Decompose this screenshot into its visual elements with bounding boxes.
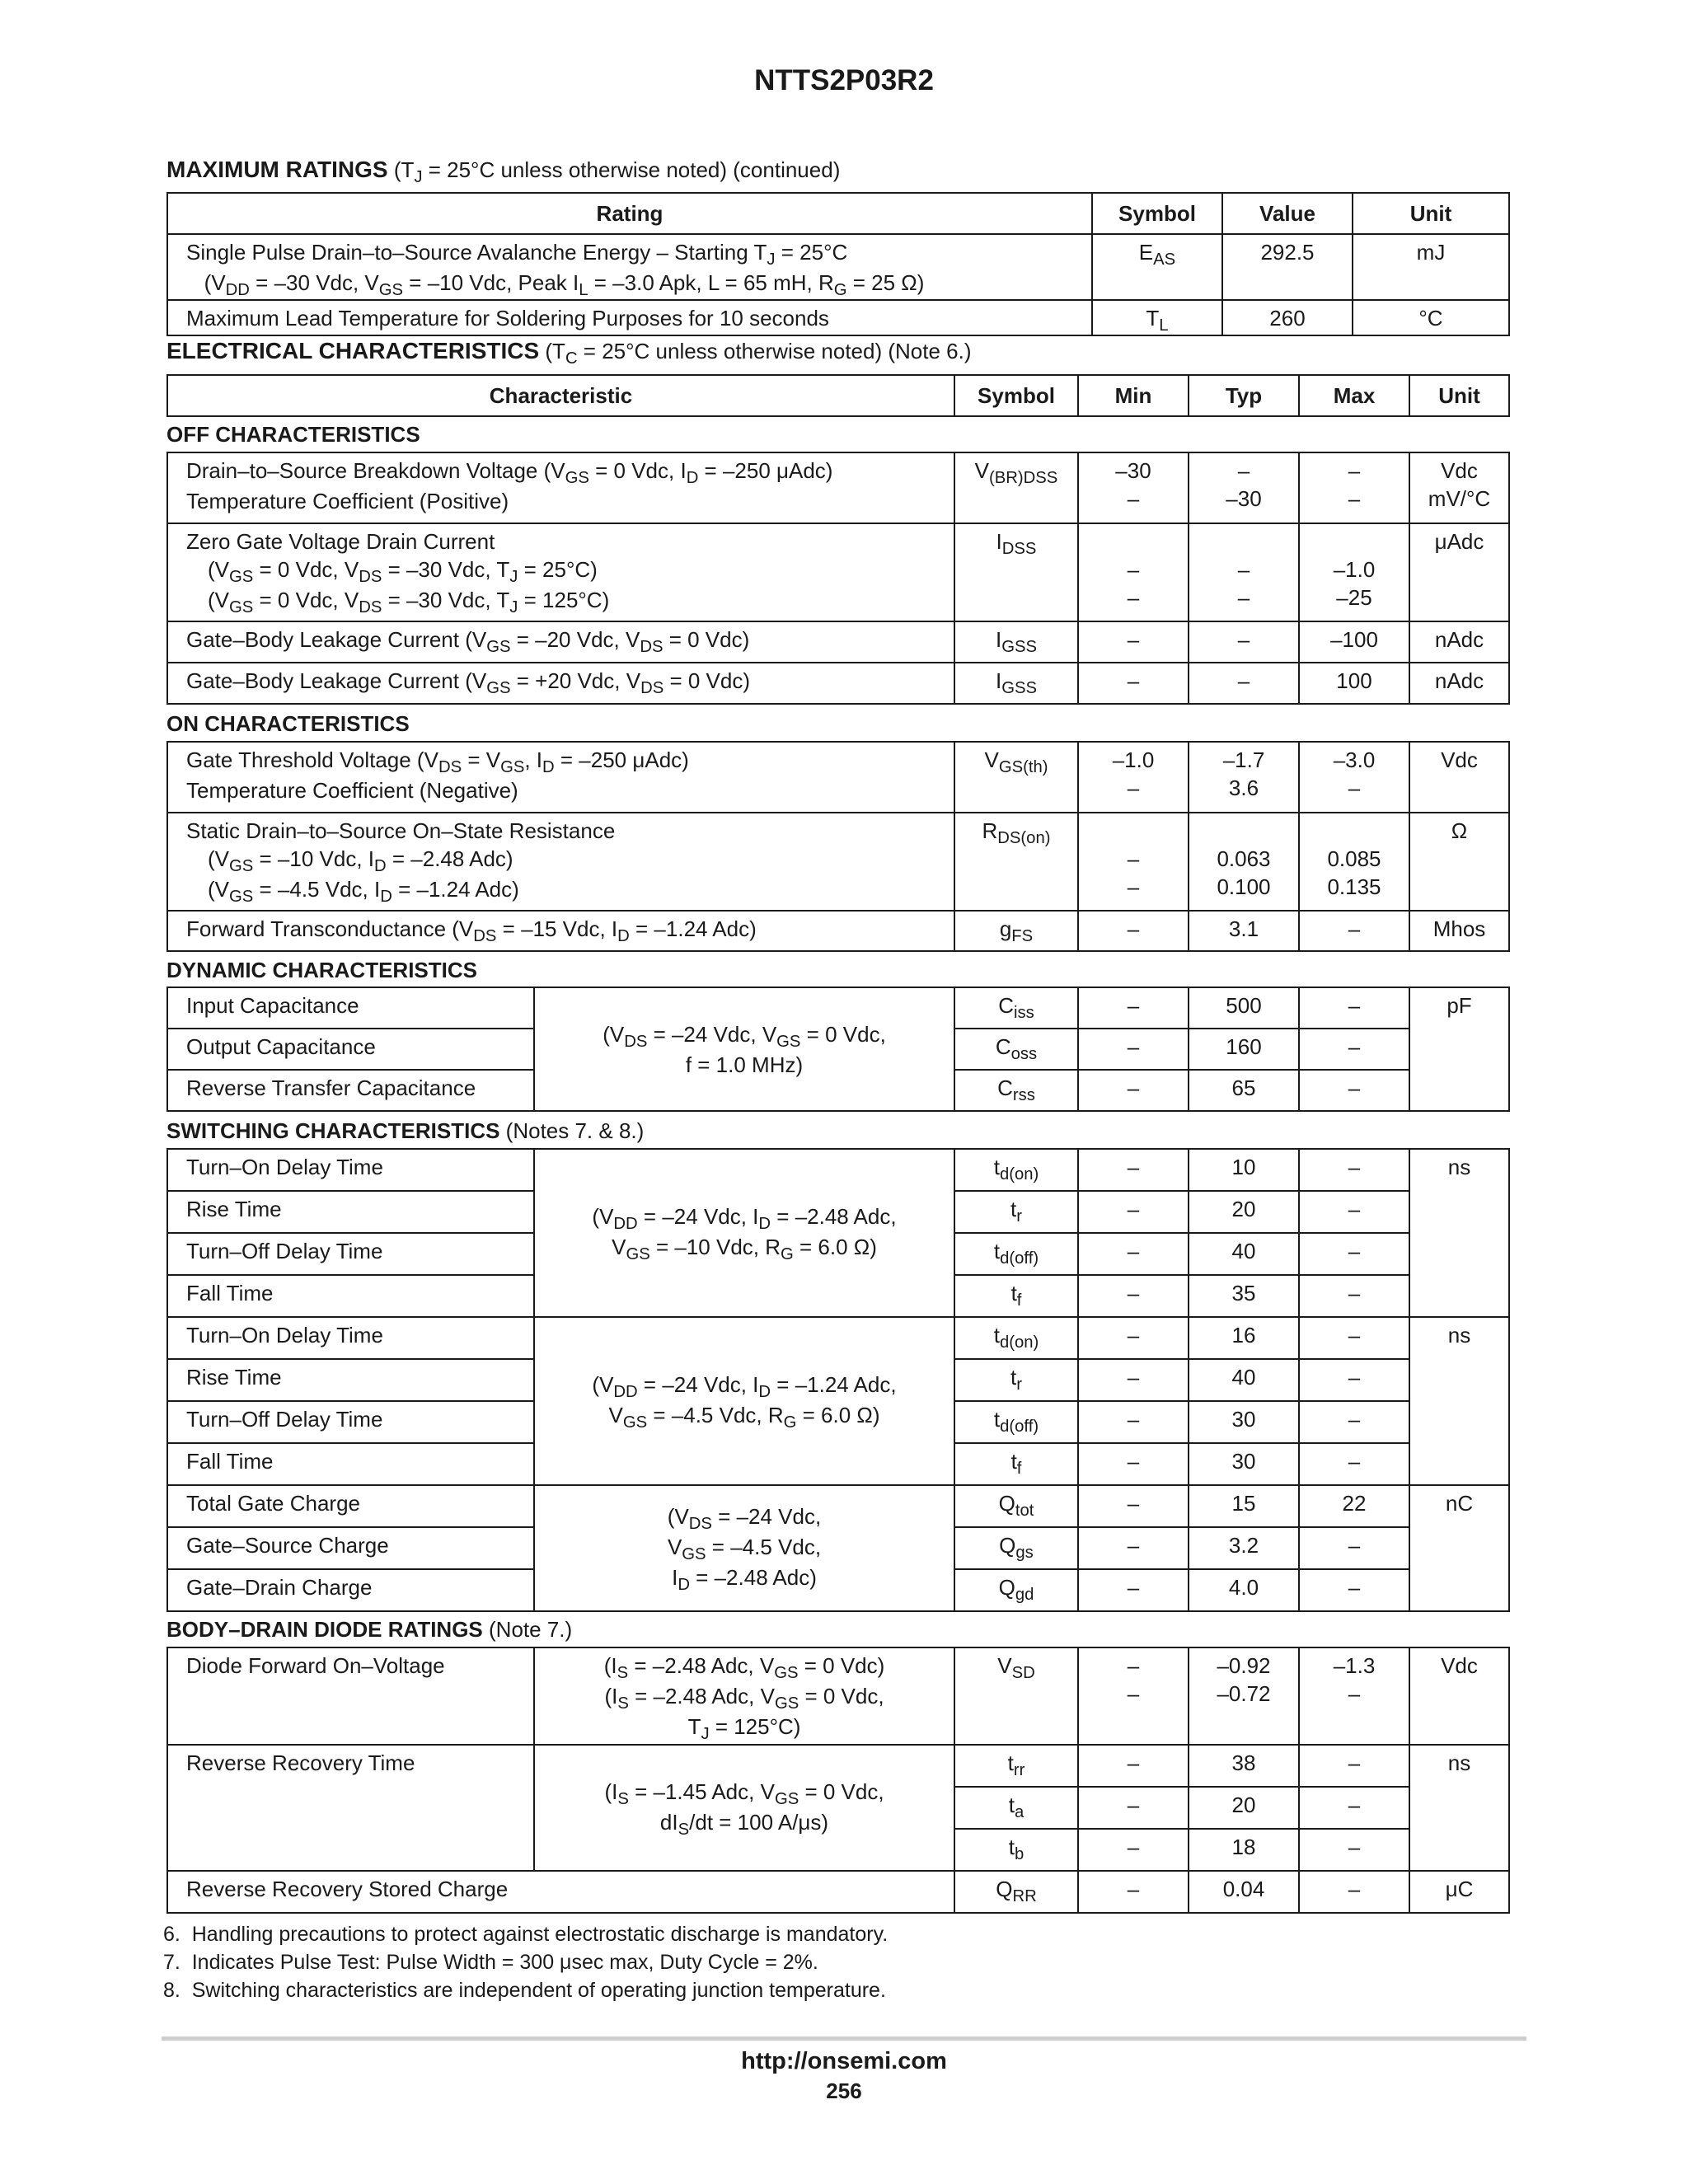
- typ-cell: 10: [1189, 1149, 1299, 1191]
- min-cell: –: [1078, 1233, 1189, 1275]
- max-cell: 100: [1299, 663, 1409, 704]
- char-cell: Rise Time: [167, 1191, 534, 1233]
- max-cell: –: [1299, 1191, 1409, 1233]
- max-cell: –: [1299, 1149, 1409, 1191]
- table-row: [167, 234, 1509, 300]
- unit-cell: Vdc: [1409, 1647, 1509, 1745]
- footnote: 7. Indicates Pulse Test: Pulse Width = 300 μsec max, Duty Cycle = 2%.: [163, 1951, 818, 1974]
- unit-cell: nAdc: [1409, 621, 1509, 663]
- max-cell: –1.0 –25: [1299, 523, 1409, 621]
- max-cell: 22: [1299, 1485, 1409, 1527]
- table-row: [167, 1871, 1509, 1913]
- typ-cell: 65: [1189, 1070, 1299, 1111]
- switching-characteristics-title: SWITCHING CHARACTERISTICS (Notes 7. & 8.): [166, 1118, 645, 1143]
- max-cell: –: [1299, 1070, 1409, 1111]
- unit-cell: °C: [1353, 300, 1509, 335]
- typ-cell: 15: [1189, 1485, 1299, 1527]
- symbol-cell: $I_{DSS}$: [954, 523, 1078, 621]
- col-header: Min: [1078, 375, 1189, 416]
- typ-cell: 35: [1189, 1275, 1299, 1317]
- min-cell: –: [1078, 663, 1189, 704]
- symbol-cell: $Q_{gs}$: [954, 1527, 1078, 1569]
- on-table: [166, 741, 1510, 952]
- min-cell: –: [1078, 1569, 1189, 1611]
- col-header: Value: [1222, 193, 1353, 234]
- char-cell: Gate–Body Leakage Current ($V_{GS} = -20$ Vdc, $V_{DS} = 0$ Vdc): [167, 621, 954, 663]
- typ-cell: – –30: [1189, 452, 1299, 523]
- footer-divider: [162, 2036, 1526, 2041]
- char-cell: Reverse Recovery Time: [167, 1745, 534, 1871]
- footnotes: [163, 1920, 888, 2004]
- char-cell: Input Capacitance: [167, 987, 534, 1029]
- typ-cell: 40: [1189, 1359, 1299, 1401]
- typ-cell: 30: [1189, 1443, 1299, 1485]
- char-cell: Total Gate Charge: [167, 1485, 534, 1527]
- table-row: [167, 987, 1509, 1029]
- char-cell: Gate Threshold Voltage ($V_{DS} = V_{GS}$, $I_D = -250$ μAdc) Temperature Coefficient (Negative): [167, 742, 954, 813]
- value-cell: 260: [1222, 300, 1353, 335]
- min-cell: –: [1078, 1485, 1189, 1527]
- char-cell: Static Drain–to–Source On–State Resistance ($V_{GS} = -10$ Vdc, $I_D = -2.48$ Adc) ($V_{GS} = -4.5$ Vdc, $I_D = -1.24$ Adc): [167, 813, 954, 911]
- dynamic-table: [166, 987, 1510, 1112]
- char-cell: Gate–Source Charge: [167, 1527, 534, 1569]
- table-row: [167, 452, 1509, 523]
- symbol-cell: $I_{GSS}$: [954, 663, 1078, 704]
- col-header: Symbol: [954, 375, 1078, 416]
- max-cell: –: [1299, 1871, 1409, 1913]
- min-cell: –: [1078, 911, 1189, 951]
- condition-cell: ($V_{DD} = -24$ Vdc, $I_D = -2.48$ Adc, $V_{GS} = -10$ Vdc, $R_G = 6.0$ Ω): [534, 1149, 954, 1317]
- col-header: Characteristic: [167, 375, 954, 416]
- min-cell: –: [1078, 621, 1189, 663]
- typ-cell: 160: [1189, 1029, 1299, 1070]
- typ-cell: 0.063 0.100: [1189, 813, 1299, 911]
- unit-cell: pF: [1409, 987, 1509, 1111]
- table-row: [167, 1317, 1509, 1359]
- symbol-cell: $t_f$: [954, 1275, 1078, 1317]
- max-ratings-heading: MAXIMUM RATINGS ($T_J = 25^\circ C$ unless otherwise noted) (continued): [166, 157, 841, 187]
- char-cell: Turn–Off Delay Time: [167, 1233, 534, 1275]
- unit-cell: Ω: [1409, 813, 1509, 911]
- table-header-row: [167, 193, 1509, 234]
- char-cell: Forward Transconductance ($V_{DS} = -15$ Vdc, $I_D = -1.24$ Adc): [167, 911, 954, 951]
- min-cell: –: [1078, 1871, 1189, 1913]
- col-header: Unit: [1353, 193, 1509, 234]
- col-header: Typ: [1189, 375, 1299, 416]
- typ-cell: 18: [1189, 1829, 1299, 1871]
- condition-cell: ($V_{DD} = -24$ Vdc, $I_D = -1.24$ Adc, $V_{GS} = -4.5$ Vdc, $R_G = 6.0$ Ω): [534, 1317, 954, 1485]
- table-row: [167, 1745, 1509, 1787]
- typ-cell: 0.04: [1189, 1871, 1299, 1913]
- page-number: 256: [826, 2079, 862, 2103]
- char-cell: Fall Time: [167, 1275, 534, 1317]
- typ-cell: 3.2: [1189, 1527, 1299, 1569]
- min-cell: – –: [1078, 523, 1189, 621]
- table-row: [167, 1647, 1509, 1745]
- char-cell: Drain–to–Source Breakdown Voltage ($V_{GS} = 0$ Vdc, $I_D = -250$ μAdc) Temperature Coefficient (Positive): [167, 452, 954, 523]
- symbol-cell: $C_{iss}$: [954, 987, 1078, 1029]
- typ-cell: 500: [1189, 987, 1299, 1029]
- table-row: [167, 300, 1509, 335]
- char-cell: Rise Time: [167, 1359, 534, 1401]
- body-drain-table: [166, 1647, 1510, 1914]
- min-cell: –: [1078, 1317, 1189, 1359]
- col-header: Max: [1299, 375, 1409, 416]
- unit-cell: mJ: [1353, 234, 1509, 300]
- unit-cell: μAdc: [1409, 523, 1509, 621]
- table-row: [167, 1149, 1509, 1191]
- dynamic-characteristics-title: DYNAMIC CHARACTERISTICS: [166, 958, 477, 982]
- max-cell: 0.085 0.135: [1299, 813, 1409, 911]
- value-cell: 292.5: [1222, 234, 1353, 300]
- typ-cell: –: [1189, 663, 1299, 704]
- min-cell: –: [1078, 1829, 1189, 1871]
- symbol-cell: $I_{GSS}$: [954, 621, 1078, 663]
- footnote: 6. Handling precautions to protect against electrostatic discharge is mandatory.: [163, 1923, 889, 1946]
- symbol-cell: $E_{AS}$: [1092, 234, 1222, 300]
- typ-cell: 38: [1189, 1745, 1299, 1787]
- col-header: Rating: [167, 193, 1092, 234]
- switching-table: [166, 1148, 1510, 1612]
- symbol-cell: $t_{rr}$: [954, 1745, 1078, 1787]
- max-cell: –: [1299, 1527, 1409, 1569]
- electrical-heading: ELECTRICAL CHARACTERISTICS ($T_C = 25^\circ C$ unless otherwise noted) (Note 6.): [166, 338, 972, 368]
- symbol-cell: $Q_{RR}$: [954, 1871, 1078, 1913]
- char-cell: Reverse Recovery Stored Charge: [167, 1871, 954, 1913]
- condition-cell: ($I_S = -2.48$ Adc, $V_{GS} = 0$ Vdc) ($I_S = -2.48$ Adc, $V_{GS} = 0$ Vdc, $T_J = 125^\circ C$): [534, 1647, 954, 1745]
- min-cell: –: [1078, 1787, 1189, 1829]
- typ-cell: 3.1: [1189, 911, 1299, 951]
- typ-cell: 30: [1189, 1401, 1299, 1443]
- max-cell: –: [1299, 911, 1409, 951]
- symbol-cell: $C_{rss}$: [954, 1070, 1078, 1111]
- min-cell: –: [1078, 987, 1189, 1029]
- unit-cell: Vdc mV/°C: [1409, 452, 1509, 523]
- col-header: Symbol: [1092, 193, 1222, 234]
- char-cell: Turn–Off Delay Time: [167, 1401, 534, 1443]
- char-cell: Reverse Transfer Capacitance: [167, 1070, 534, 1111]
- max-cell: –: [1299, 987, 1409, 1029]
- typ-cell: –: [1189, 621, 1299, 663]
- min-cell: –: [1078, 1527, 1189, 1569]
- max-cell: – –: [1299, 452, 1409, 523]
- max-cell: –3.0 –: [1299, 742, 1409, 813]
- symbol-cell: $t_{d(on)}$: [954, 1149, 1078, 1191]
- min-cell: –: [1078, 1191, 1189, 1233]
- char-cell: Diode Forward On–Voltage: [167, 1647, 534, 1745]
- max-ratings-table: [166, 192, 1510, 336]
- typ-cell: 20: [1189, 1191, 1299, 1233]
- off-table: [166, 452, 1510, 705]
- symbol-cell: $t_f$: [954, 1443, 1078, 1485]
- typ-cell: 40: [1189, 1233, 1299, 1275]
- min-cell: – –: [1078, 813, 1189, 911]
- symbol-cell: $t_r$: [954, 1191, 1078, 1233]
- min-cell: –: [1078, 1359, 1189, 1401]
- min-cell: –1.0 –: [1078, 742, 1189, 813]
- rating-cell: Maximum Lead Temperature for Soldering Purposes for 10 seconds: [167, 300, 1092, 335]
- unit-cell: ns: [1409, 1317, 1509, 1485]
- max-cell: –: [1299, 1745, 1409, 1787]
- symbol-cell: $t_r$: [954, 1359, 1078, 1401]
- unit-cell: nC: [1409, 1485, 1509, 1611]
- char-cell: Gate–Body Leakage Current ($V_{GS} = +20$ Vdc, $V_{DS} = 0$ Vdc): [167, 663, 954, 704]
- off-characteristics-title: OFF CHARACTERISTICS: [166, 422, 420, 447]
- max-cell: –: [1299, 1317, 1409, 1359]
- symbol-cell: $t_a$: [954, 1787, 1078, 1829]
- max-cell: –: [1299, 1569, 1409, 1611]
- max-cell: –1.3 –: [1299, 1647, 1409, 1745]
- typ-cell: 4.0: [1189, 1569, 1299, 1611]
- table-row: [167, 1485, 1509, 1527]
- typ-cell: – –: [1189, 523, 1299, 621]
- symbol-cell: $T_L$: [1092, 300, 1222, 335]
- min-cell: –: [1078, 1745, 1189, 1787]
- condition-cell: ($I_S = -1.45$ Adc, $V_{GS} = 0$ Vdc, $dI_S/dt = 100$ A/μs): [534, 1745, 954, 1871]
- table-row: [167, 911, 1509, 951]
- char-cell: Fall Time: [167, 1443, 534, 1485]
- max-cell: –100: [1299, 621, 1409, 663]
- max-cell: –: [1299, 1275, 1409, 1317]
- max-cell: –: [1299, 1787, 1409, 1829]
- table-row: [167, 742, 1509, 813]
- table-row: [167, 621, 1509, 663]
- min-cell: –: [1078, 1070, 1189, 1111]
- symbol-cell: $Q_{gd}$: [954, 1569, 1078, 1611]
- symbol-cell: $V_{GS(th)}$: [954, 742, 1078, 813]
- footer-url-link[interactable]: http://onsemi.com: [741, 2048, 947, 2074]
- min-cell: –: [1078, 1443, 1189, 1485]
- max-cell: –: [1299, 1029, 1409, 1070]
- symbol-cell: $g_{FS}$: [954, 911, 1078, 951]
- min-cell: – –: [1078, 1647, 1189, 1745]
- col-header: Unit: [1409, 375, 1509, 416]
- min-cell: –: [1078, 1149, 1189, 1191]
- typ-cell: –1.7 3.6: [1189, 742, 1299, 813]
- on-characteristics-title: ON CHARACTERISTICS: [166, 711, 410, 736]
- max-cell: –: [1299, 1233, 1409, 1275]
- symbol-cell: $t_{d(off)}$: [954, 1401, 1078, 1443]
- symbol-cell: $t_{d(on)}$: [954, 1317, 1078, 1359]
- max-cell: –: [1299, 1401, 1409, 1443]
- typ-cell: –0.92 –0.72: [1189, 1647, 1299, 1745]
- symbol-cell: $V_{SD}$: [954, 1647, 1078, 1745]
- unit-cell: Mhos: [1409, 911, 1509, 951]
- char-cell: Turn–On Delay Time: [167, 1149, 534, 1191]
- electrical-header-table: [166, 374, 1510, 417]
- max-cell: –: [1299, 1359, 1409, 1401]
- char-cell: Gate–Drain Charge: [167, 1569, 534, 1611]
- table-row: [167, 663, 1509, 704]
- symbol-cell: $Q_{tot}$: [954, 1485, 1078, 1527]
- table-row: [167, 813, 1509, 911]
- char-cell: Output Capacitance: [167, 1029, 534, 1070]
- symbol-cell: $C_{oss}$: [954, 1029, 1078, 1070]
- min-cell: –: [1078, 1401, 1189, 1443]
- unit-cell: Vdc: [1409, 742, 1509, 813]
- table-row: [167, 523, 1509, 621]
- symbol-cell: $t_b$: [954, 1829, 1078, 1871]
- typ-cell: 16: [1189, 1317, 1299, 1359]
- unit-cell: ns: [1409, 1745, 1509, 1871]
- char-cell: Turn–On Delay Time: [167, 1317, 534, 1359]
- symbol-cell: $V_{(BR)DSS}$: [954, 452, 1078, 523]
- page-title: NTTS2P03R2: [754, 64, 934, 96]
- unit-cell: ns: [1409, 1149, 1509, 1317]
- char-cell: Zero Gate Voltage Drain Current ($V_{GS} = 0$ Vdc, $V_{DS} = -30$ Vdc, $T_J = 25^\circ C$) ($V_{GS} = 0$ Vdc, $V_{DS} = -30$ Vdc, $T_J = 125^\circ C$): [167, 523, 954, 621]
- symbol-cell: $t_{d(off)}$: [954, 1233, 1078, 1275]
- min-cell: –: [1078, 1029, 1189, 1070]
- min-cell: –30 –: [1078, 452, 1189, 523]
- condition-cell: ($V_{DS} = -24$ Vdc, $V_{GS} = -4.5$ Vdc, $I_D = -2.48$ Adc): [534, 1485, 954, 1611]
- unit-cell: nAdc: [1409, 663, 1509, 704]
- body-drain-title: BODY–DRAIN DIODE RATINGS (Note 7.): [166, 1617, 573, 1642]
- unit-cell: μC: [1409, 1871, 1509, 1913]
- symbol-cell: $R_{DS(on)}$: [954, 813, 1078, 911]
- footnote: 8. Switching characteristics are independent of operating junction temperature.: [163, 1979, 886, 2002]
- table-header-row: [167, 375, 1509, 416]
- max-cell: –: [1299, 1829, 1409, 1871]
- rating-cell: Single Pulse Drain–to–Source Avalanche Energy – Starting $T_J = 25^\circ C$ ($V_{DD} = -30$ Vdc, $V_{GS} = -10$ Vdc, Peak $I_L = -3.0$ Apk, L = 65 mH, $R_G = 25$ Ω): [167, 234, 1092, 300]
- min-cell: –: [1078, 1275, 1189, 1317]
- typ-cell: 20: [1189, 1787, 1299, 1829]
- condition-cell: ($V_{DS} = -24$ Vdc, $V_{GS} = 0$ Vdc, f = 1.0 MHz): [534, 987, 954, 1111]
- max-cell: –: [1299, 1443, 1409, 1485]
